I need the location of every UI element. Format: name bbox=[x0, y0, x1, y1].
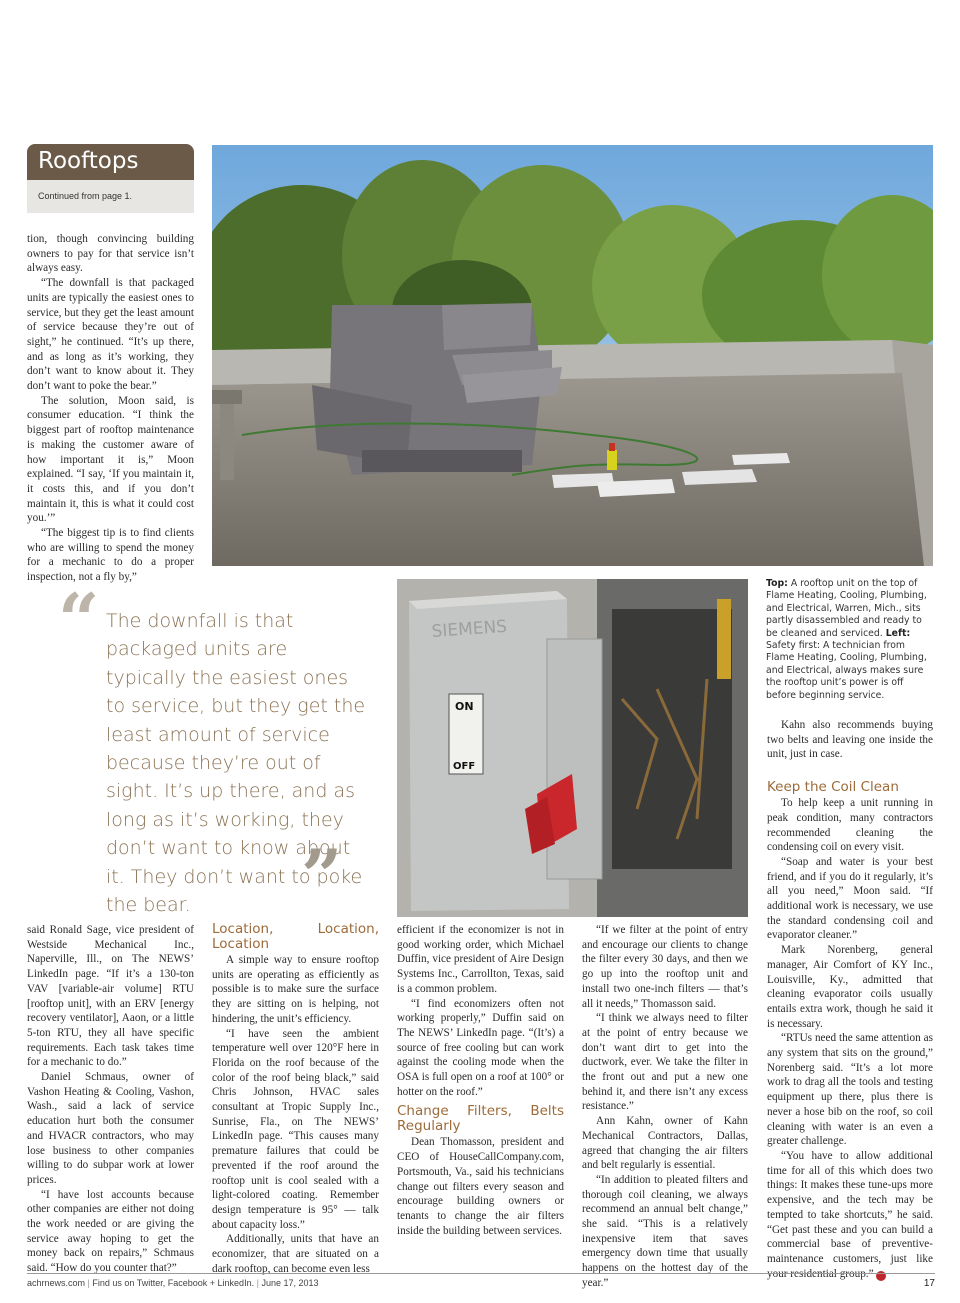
pull-quote bbox=[58, 577, 366, 918]
rooftop-unit-photo bbox=[212, 145, 933, 566]
switch-off-label: OFF bbox=[453, 761, 476, 772]
paragraph: “I have seen the ambient temperature well over 120°F here in Florida on the roof because of the color of the roof being black,” said Chris Johnson, HVAC sales consultant at Tropic Supply Inc., Sunrise, Fla., on The NEWS’ LinkedIn page. “This causes many premature failures that could be prevented if the roof around the rooftop unit is cool sealed with a light-colored coating. Remember design temperature is 95° — talk about capacity loss.” bbox=[212, 1027, 379, 1231]
caption-left-label: Left: bbox=[885, 627, 911, 639]
photo-caption bbox=[766, 578, 936, 702]
paragraph: said Ronald Sage, vice president of Westside Mechanical Inc., Naperville, Ill., on The NEWS’ LinkedIn page. “If it’s a 130-ton VAV [variable-air volume] RTU [rooftop unit], with an ERV [energy recovery ventilator], Aaon, or a little 5-ton RTU, they all have specific requirements. Each task takes time for a mechanic to do.” bbox=[27, 924, 194, 1069]
article-column-1 bbox=[27, 923, 194, 1276]
safety-switch-photo bbox=[397, 579, 748, 917]
paragraph: Dean Thomasson, president and CEO of HouseCallCompany.com, Portsmouth, Va., said his technicians change out filters every season and encourage building owners or tenants to change the air filters inside the building between services. bbox=[397, 1136, 564, 1237]
paragraph: “The biggest tip is to find clients who are willing to spend the money for a mechanic to do a proper inspection, not a fly by,” bbox=[27, 527, 194, 584]
article-column-3 bbox=[397, 923, 564, 1238]
paragraph: “I have lost accounts because other companies are either not doing the work needed or are giving the service away hoping to get the money back on repairs,” Schmaus said. “How do you counter that?” bbox=[27, 1188, 194, 1275]
continued-note: Continued from page 1. bbox=[27, 180, 194, 213]
paragraph: tion, though convincing building owners to pay for that service isn’t always easy. bbox=[27, 233, 194, 275]
close-quote-mark: ” bbox=[301, 833, 343, 918]
paragraph: Daniel Schmaus, owner of Vashon Heating & Cooling, Vashon, Wash., said a lack of service education hurt both the consumer and HVACR contractors, who may lose business to other companies willing to do subpar work at lower prices. bbox=[27, 1071, 194, 1186]
caption-top-label: Top: bbox=[766, 578, 788, 589]
article-column-4 bbox=[582, 923, 748, 1291]
switch-brand: SIEMENS bbox=[430, 616, 508, 642]
paragraph: Additionally, units that have an economizer, that are situated on a dark rooftop, can become even less bbox=[212, 1233, 379, 1275]
switch-on-label: ON bbox=[455, 700, 474, 713]
closing-paragraph: “You have to allow additional time for all of this which does two things: It makes these tune-ups more expensive, and the tech may be tempted to take shortcuts,” he said. “Get past these and you can build a commercial base of preventive-maintenance customers, just like your residential group.” bbox=[767, 1149, 933, 1280]
paragraph: “If we filter at the point of entry and encourage our clients to change the filter every 30 days, and then we go up into the rooftop unit and install two one-inch filters — that’s all it needs,” Thomasson said. bbox=[582, 924, 748, 1010]
paragraph: A simple way to ensure rooftop units are operating as efficiently as possible is to make sure the surface they are sitting on is helping, not hindering, the unit’s efficiency. bbox=[212, 954, 379, 1025]
pull-quote-text: The downfall is that packaged units are typically the easiest ones to service, but they get the least amount of service because they’re out of sight. It’s up there, and as long as it’s working, they don’t want to know about it. They don’t want to poke the bear. bbox=[106, 610, 366, 917]
news-end-mark-icon: N bbox=[876, 1271, 886, 1281]
paragraph: “In addition to pleated filters and thorough coil cleaning, we always recommend an annual belt change,” she said. “This is a relatively inexpensive item that saves emergency down time that usually happens on the hottest day of the year.” bbox=[582, 1173, 748, 1289]
intro-column bbox=[27, 232, 194, 585]
caption-left-text: Safety first: A technician from Flame Heating, Cooling, Plumbing, and Electrical, always makes sure the rooftop unit’s power is off before beginning service. bbox=[766, 640, 927, 701]
paragraph: Ann Kahn, owner of Kahn Mechanical Contractors, Dallas, agreed that changing the air filters and belt regularly is essential. bbox=[582, 1115, 748, 1172]
article-column-5 bbox=[767, 718, 933, 1281]
paragraph: To help keep a unit running in peak condition, many contractors recommended cleaning the condensing coil on every visit. bbox=[767, 797, 933, 854]
subheading-coil: Keep the Coil Clean bbox=[767, 779, 899, 796]
paragraph: “I think we always need to filter at the point of entry because we don’t want dirt to get into the ductwork, ever. We take the filter in the front out and put a new one behind it, and there isn’t any excess resistance.” bbox=[582, 1012, 748, 1113]
paragraph: efficient if the economizer is not in good working order, which Michael Duffin, vice president of Aire Design Systems Inc., Carrollton, Texas, said is a common problem. bbox=[397, 924, 564, 995]
section-header bbox=[27, 144, 194, 213]
footer-site: achrnews.com bbox=[27, 1278, 86, 1288]
paragraph: “RTUs need the same attention as any system that sits on the ground,” Norenberg said. “It’s a lot more work to drag all the tools and testing equipment up there, plus there is never a hose bib on the roof, so coil cleaning with water is an even a greater challenge. bbox=[767, 1032, 933, 1148]
open-quote-mark: “ bbox=[58, 577, 100, 662]
paragraph bbox=[767, 1149, 933, 1281]
paragraph: The solution, Moon said, is consumer education. “I think the biggest part of rooftop maintenance is making the customer aware of how important it is,” Moon explained. “I say, ‘If you maintain it, it costs this, and if you don’t maintain it, this is what it could cost you.’” bbox=[27, 394, 194, 525]
section-title: Rooftops bbox=[27, 144, 194, 180]
footer-date: June 17, 2013 bbox=[261, 1278, 319, 1288]
paragraph: “I find economizers often not working properly,” Duffin said on The NEWS’ LinkedIn page. “(It’s) a source of free cooling but can work against the cooling mode when the OSA is full open on a roof at 100° or hotter on the roof.” bbox=[397, 997, 564, 1098]
article-column-2 bbox=[212, 922, 379, 1276]
footer-social: Find us on Twitter, Facebook + LinkedIn. bbox=[92, 1278, 255, 1288]
paragraph: “The downfall is that packaged units are typically the easiest ones to service, but they get the least amount of service because they’re out of sight,” he continued. “It’s up there, and as long as it’s working, they don’t want to know about it. They don’t want to poke the bear.” bbox=[27, 277, 194, 393]
paragraph: Kahn also recommends buying two belts and leaving one inside the unit, just in case. bbox=[767, 719, 933, 761]
caption-top-text: A rooftop unit on the top of Flame Heating, Cooling, Plumbing, and Electrical, Warren, Mich., sits partly disassembled and ready to be cleaned and serviced. bbox=[766, 578, 927, 639]
paragraph: Mark Norenberg, general manager, Air Comfort of KY Inc., Louisville, Ky., admitted that cleaning evaporator coils usually entails extra work, though he said it is necessary. bbox=[767, 944, 933, 1030]
subheading-filters: Change Filters, Belts Regularly bbox=[397, 1103, 564, 1135]
subheading-location: Location, Location, Location bbox=[212, 921, 379, 952]
page-number: 17 bbox=[923, 1278, 935, 1289]
page-footer: achrnews.com | Find us on Twitter, Facebook + LinkedIn. | June 17, 2013 17 bbox=[27, 1273, 935, 1288]
paragraph: “Soap and water is your best friend, and if you do it regularly, it’s all you need,” Moon said. “If additional work is necessary, we use the standard condensing coil and evaporator cleaner.” bbox=[767, 855, 933, 942]
